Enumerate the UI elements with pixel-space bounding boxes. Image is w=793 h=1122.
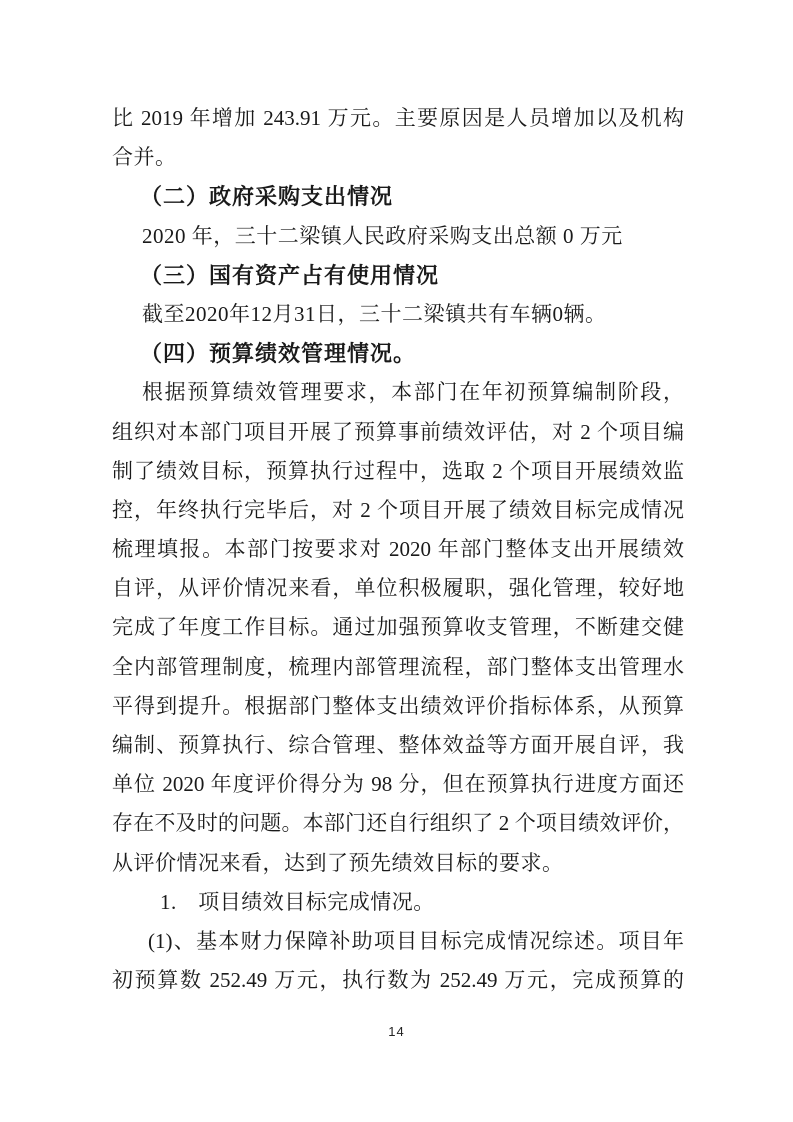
text-line: 截至2020年12月31日，三十二梁镇共有车辆0辆。	[142, 301, 607, 326]
text-line: 单位 2020 年度评价得分为 98 分，但在预算执行进度方面还	[112, 772, 684, 797]
text-line: 合并。	[112, 145, 177, 170]
text-line: (1)、基本财力保障补助项目目标完成情况综述。项目年	[148, 928, 684, 953]
text-line: 2020 年，三十二梁镇人民政府采购支出总额 0 万元	[142, 223, 623, 248]
text-line: 自评，从评价情况来看，单位积极履职，强化管理，较好地	[112, 576, 684, 601]
text-line: 编制、预算执行、综合管理、整体效益等方面开展自评，我	[112, 733, 684, 757]
text-line: 全内部管理制度，梳理内部管理流程，部门整体支出管理水	[112, 654, 684, 679]
text-line: 存在不及时的问题。本部门还自行组织了 2 个项目绩效评价，	[112, 811, 684, 836]
text-line: 初预算数 252.49 万元，执行数为 252.49 万元，完成预算的	[112, 968, 684, 993]
text-line: 从评价情况来看，达到了预先绩效目标的要求。	[112, 850, 564, 875]
section-heading: （三）国有资产占有使用情况	[140, 262, 440, 288]
text-line: 控，年终执行完毕后，对 2 个项目开展了绩效目标完成情况	[112, 497, 684, 522]
text-line: 完成了年度工作目标。通过加强预算收支管理，不断建交健	[112, 615, 684, 640]
text-line: 组织对本部门项目开展了预算事前绩效评估，对 2 个项目编	[112, 419, 684, 444]
text-line: 根据预算绩效管理要求，本部门在年初预算编制阶段，	[142, 380, 684, 405]
text-line: 制了绩效目标，预算执行过程中，选取 2 个项目开展绩效监	[112, 458, 684, 483]
section-heading: （四）预算绩效管理情况。	[140, 341, 417, 367]
text-line: 梳理填报。本部门按要求对 2020 年部门整体支出开展绩效	[112, 537, 684, 562]
page-number: 14	[388, 1024, 405, 1039]
text-line: 平得到提升。根据部门整体支出绩效评价指标体系，从预算	[112, 693, 684, 718]
section-heading: （二）政府采购支出情况	[140, 184, 394, 210]
text-line: 1. 项目绩效目标完成情况。	[160, 889, 435, 914]
document-body	[112, 99, 684, 1000]
text-line: 比 2019 年增加 243.91 万元。主要原因是人员增加以及机构	[112, 106, 684, 130]
